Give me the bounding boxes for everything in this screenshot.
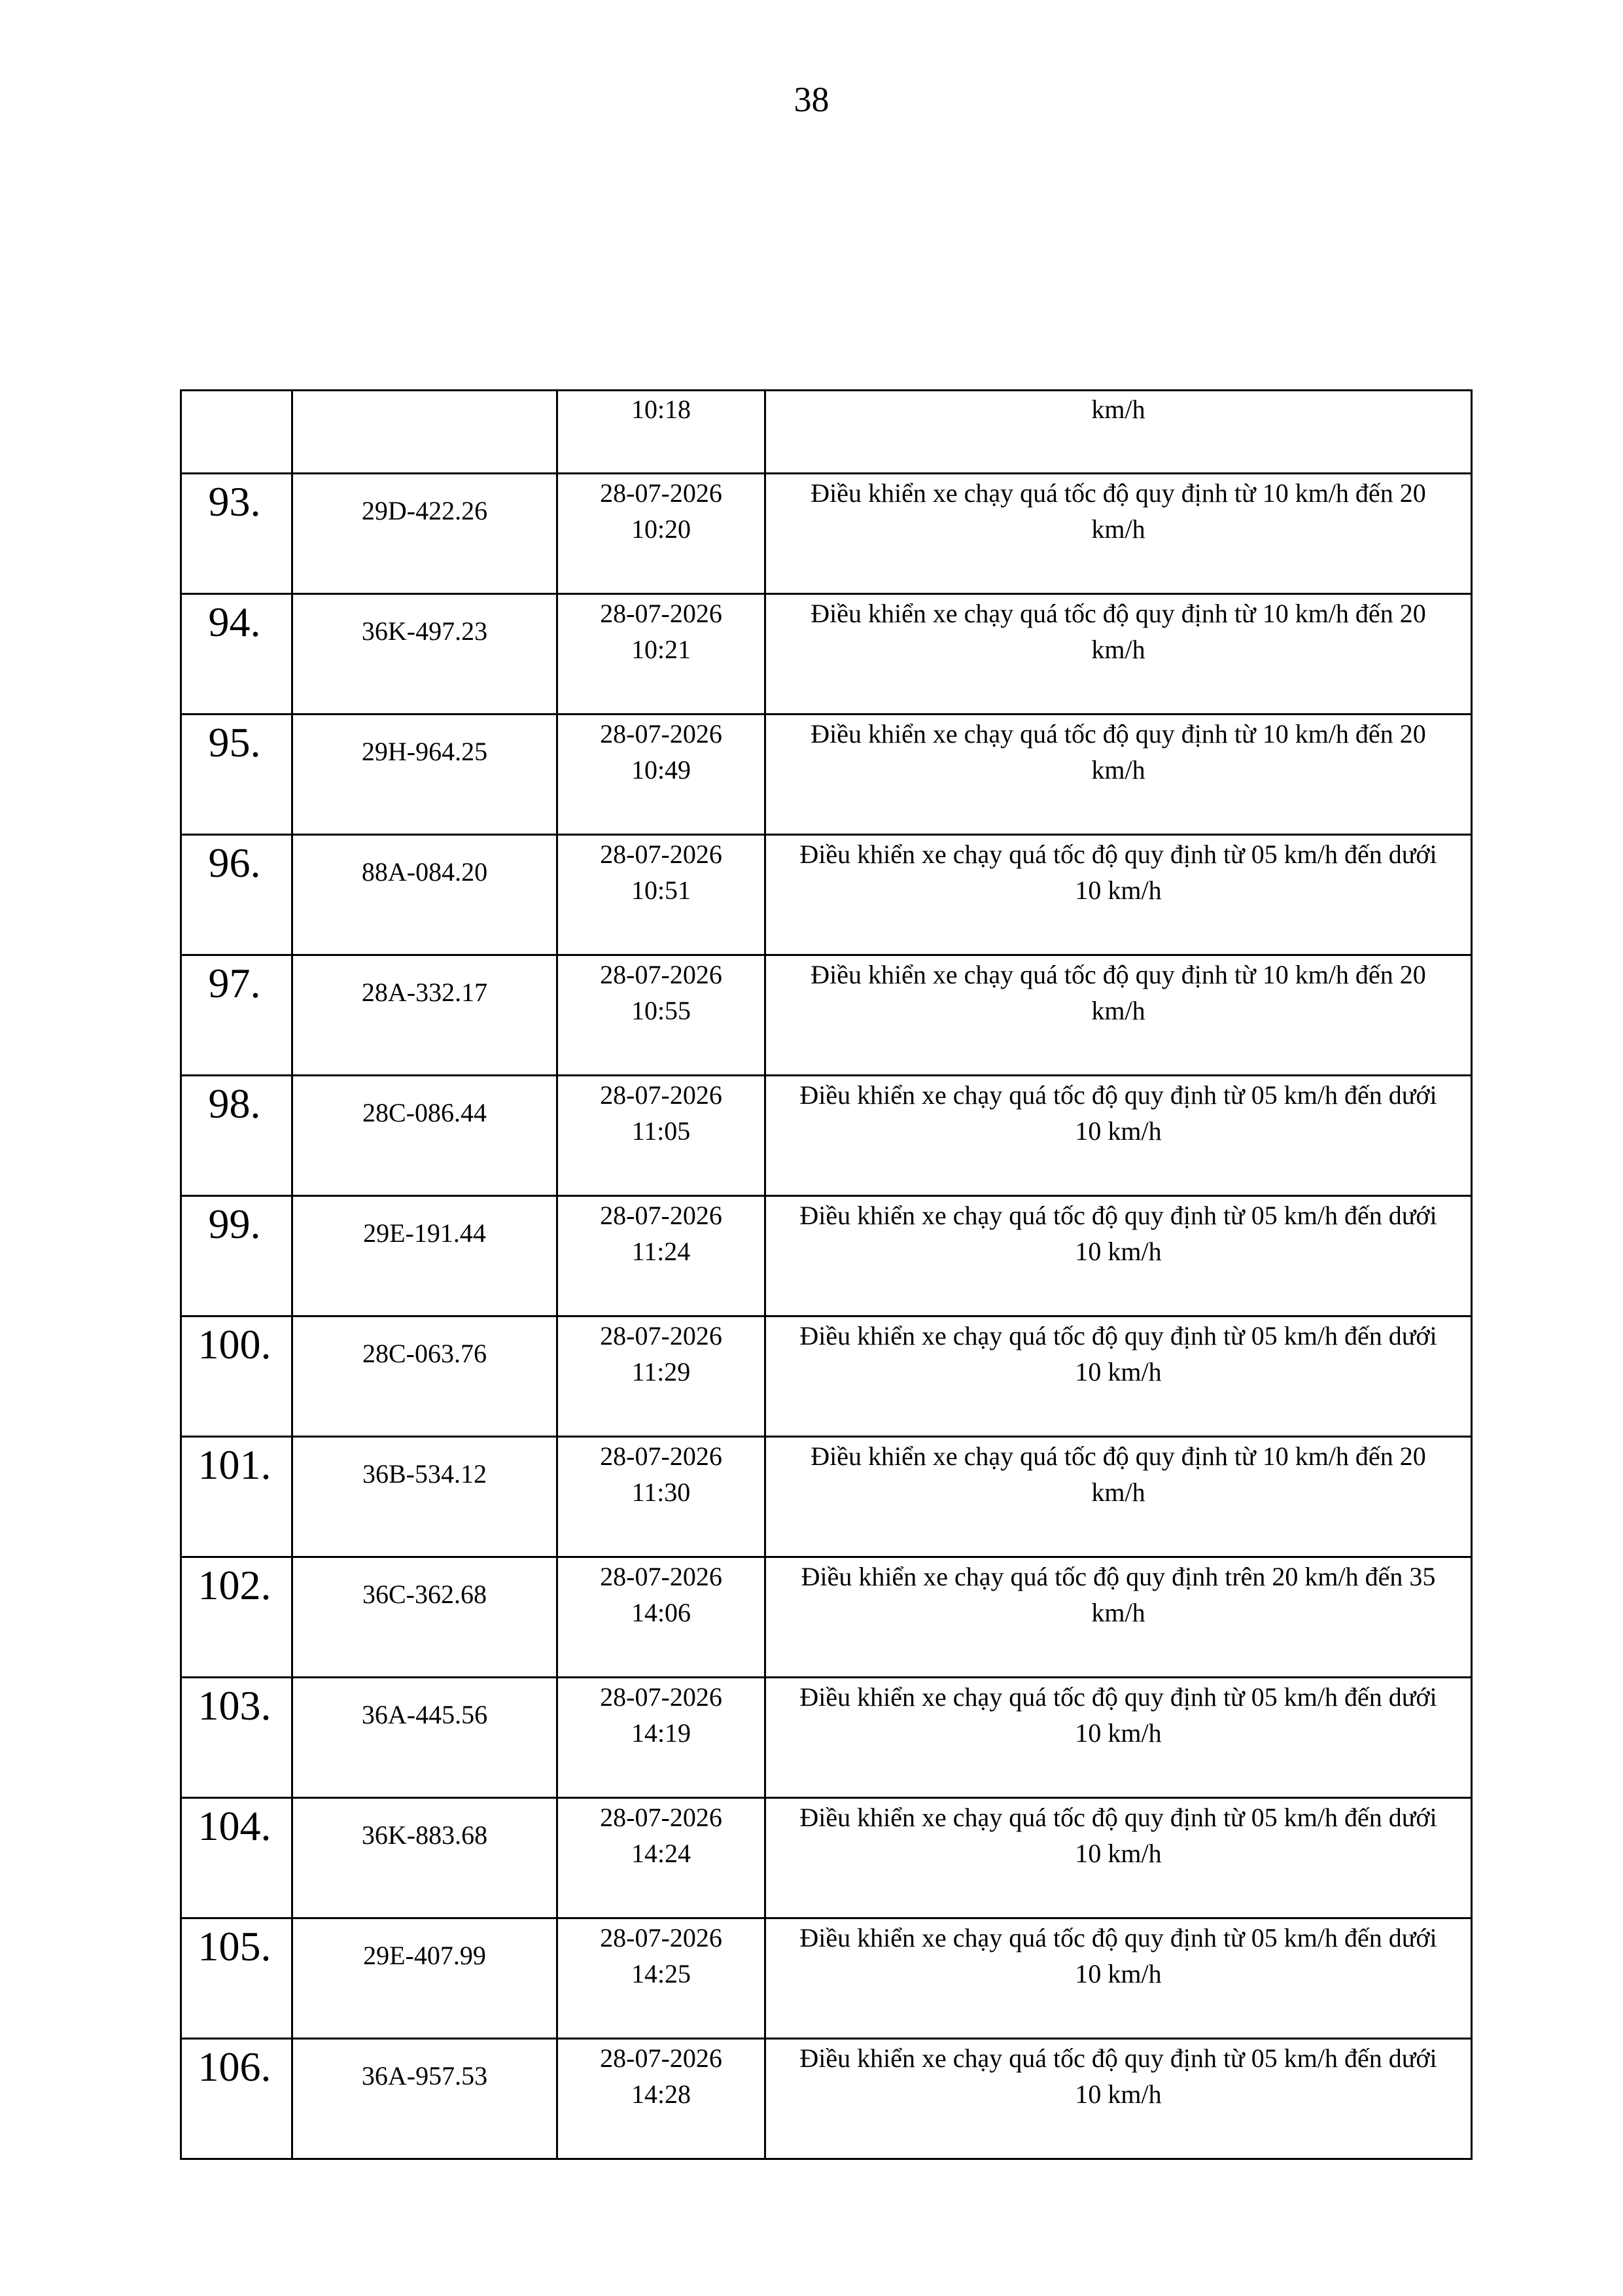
page-number: 38 bbox=[794, 80, 829, 119]
cell-date: 28-07-2026 bbox=[600, 960, 722, 989]
cell-datetime bbox=[557, 955, 765, 1076]
cell-datetime bbox=[557, 1437, 765, 1557]
description-line-2: km/h bbox=[1091, 755, 1145, 785]
description-line-2: 10 km/h bbox=[1075, 1959, 1162, 1988]
table-row bbox=[181, 474, 1472, 594]
description-line-2: 10 km/h bbox=[1075, 1116, 1162, 1146]
cell-no: 99. bbox=[181, 1196, 292, 1316]
cell-description bbox=[765, 2039, 1472, 2159]
table-row bbox=[181, 1678, 1472, 1798]
cell-plate bbox=[292, 391, 557, 474]
cell-time: 11:30 bbox=[631, 1477, 691, 1507]
description-line-2: 10 km/h bbox=[1075, 2079, 1162, 2109]
cell-description bbox=[765, 1437, 1472, 1557]
table-row bbox=[181, 1316, 1472, 1437]
cell-datetime bbox=[557, 1678, 765, 1798]
cell-date: 28-07-2026 bbox=[600, 1321, 722, 1351]
cell-date: 28-07-2026 bbox=[600, 1201, 722, 1230]
table-row-continued bbox=[181, 391, 1472, 474]
description-line-1: Điều khiển xe chạy quá tốc độ quy định từ 05 km/h đến dưới bbox=[799, 2043, 1437, 2073]
cell-no: 101. bbox=[181, 1437, 292, 1557]
cell-plate: 36A-445.56 bbox=[292, 1678, 557, 1798]
cell-plate: 28C-063.76 bbox=[292, 1316, 557, 1437]
cell-no: 94. bbox=[181, 594, 292, 715]
description-line-1: Điều khiển xe chạy quá tốc độ quy định từ 05 km/h đến dưới bbox=[799, 839, 1437, 869]
table-row bbox=[181, 1918, 1472, 2039]
cell-time: 10:51 bbox=[631, 875, 691, 905]
cell-time: 14:19 bbox=[631, 1718, 691, 1748]
description-line-2: 10 km/h bbox=[1075, 1839, 1162, 1868]
cell-plate: 88A-084.20 bbox=[292, 835, 557, 955]
cell-no: 104. bbox=[181, 1798, 292, 1918]
cell-date: 28-07-2026 bbox=[600, 1923, 722, 1952]
description-line-1: Điều khiển xe chạy quá tốc độ quy định từ 10 km/h đến 20 bbox=[811, 599, 1426, 628]
cell-time: 14:25 bbox=[631, 1959, 691, 1988]
cell-datetime bbox=[557, 715, 765, 835]
cell-datetime bbox=[557, 2039, 765, 2159]
table-row bbox=[181, 955, 1472, 1076]
cell-description bbox=[765, 474, 1472, 594]
cell-no: 98. bbox=[181, 1076, 292, 1196]
cell-no bbox=[181, 391, 292, 474]
description-line-2: 10 km/h bbox=[1075, 1237, 1162, 1266]
cell-time: 14:24 bbox=[631, 1839, 691, 1868]
cell-time: 10:21 bbox=[631, 635, 691, 664]
table-row bbox=[181, 594, 1472, 715]
description-line-2: 10 km/h bbox=[1075, 875, 1162, 905]
cell-description bbox=[765, 955, 1472, 1076]
description-line-1: Điều khiển xe chạy quá tốc độ quy định từ 10 km/h đến 20 bbox=[811, 719, 1426, 749]
cell-date: 28-07-2026 bbox=[600, 478, 722, 508]
cell-datetime bbox=[557, 835, 765, 955]
cell-description: km/h bbox=[765, 391, 1472, 474]
cell-plate: 36K-883.68 bbox=[292, 1798, 557, 1918]
description-line-1: Điều khiển xe chạy quá tốc độ quy định từ 05 km/h đến dưới bbox=[799, 1321, 1437, 1351]
cell-datetime bbox=[557, 1918, 765, 2039]
violations-table-body bbox=[181, 391, 1472, 2159]
cell-no: 95. bbox=[181, 715, 292, 835]
table-row bbox=[181, 835, 1472, 955]
description-line-2: km/h bbox=[1091, 1477, 1145, 1507]
cell-datetime bbox=[557, 1196, 765, 1316]
cell-description bbox=[765, 835, 1472, 955]
cell-time: 10:49 bbox=[631, 755, 691, 785]
cell-no: 106. bbox=[181, 2039, 292, 2159]
cell-plate: 29H-964.25 bbox=[292, 715, 557, 835]
table-row bbox=[181, 1076, 1472, 1196]
cell-date: 28-07-2026 bbox=[600, 1080, 722, 1110]
cell-datetime bbox=[557, 1557, 765, 1678]
cell-no: 103. bbox=[181, 1678, 292, 1798]
cell-date: 28-07-2026 bbox=[600, 1803, 722, 1832]
cell-datetime bbox=[557, 474, 765, 594]
description-line-1: Điều khiển xe chạy quá tốc độ quy định từ 05 km/h đến dưới bbox=[799, 1923, 1437, 1952]
cell-datetime bbox=[557, 1076, 765, 1196]
cell-plate: 28C-086.44 bbox=[292, 1076, 557, 1196]
description-line-2: 10 km/h bbox=[1075, 1357, 1162, 1386]
cell-plate: 29E-191.44 bbox=[292, 1196, 557, 1316]
cell-datetime bbox=[557, 1316, 765, 1437]
cell-no: 105. bbox=[181, 1918, 292, 2039]
cell-description bbox=[765, 715, 1472, 835]
cell-datetime bbox=[557, 1798, 765, 1918]
cell-time: 10:20 bbox=[631, 514, 691, 544]
cell-no: 93. bbox=[181, 474, 292, 594]
cell-no: 96. bbox=[181, 835, 292, 955]
cell-plate: 36K-497.23 bbox=[292, 594, 557, 715]
cell-no: 100. bbox=[181, 1316, 292, 1437]
cell-no: 102. bbox=[181, 1557, 292, 1678]
description-line-2: km/h bbox=[1091, 996, 1145, 1025]
cell-time: 14:06 bbox=[631, 1598, 691, 1627]
cell-time: 10:55 bbox=[631, 996, 691, 1025]
description-line-1: Điều khiển xe chạy quá tốc độ quy định từ 05 km/h đến dưới bbox=[799, 1803, 1437, 1832]
cell-time: 14:28 bbox=[631, 2079, 691, 2109]
description-line-1: Điều khiển xe chạy quá tốc độ quy định từ 10 km/h đến 20 bbox=[811, 1441, 1426, 1471]
cell-plate: 36A-957.53 bbox=[292, 2039, 557, 2159]
cell-time: 11:24 bbox=[631, 1237, 691, 1266]
cell-description bbox=[765, 1918, 1472, 2039]
description-line-1: Điều khiển xe chạy quá tốc độ quy định từ 10 km/h đến 20 bbox=[811, 960, 1426, 989]
description-line-1: Điều khiển xe chạy quá tốc độ quy định từ 05 km/h đến dưới bbox=[799, 1682, 1437, 1712]
cell-date: 28-07-2026 bbox=[600, 599, 722, 628]
cell-date: 28-07-2026 bbox=[600, 1562, 722, 1591]
description-line-2: 10 km/h bbox=[1075, 1718, 1162, 1748]
cell-no: 97. bbox=[181, 955, 292, 1076]
cell-date: 28-07-2026 bbox=[600, 2043, 722, 2073]
cell-date: 28-07-2026 bbox=[600, 1441, 722, 1471]
cell-time: 11:29 bbox=[631, 1357, 691, 1386]
description-line-1: Điều khiển xe chạy quá tốc độ quy định từ 05 km/h đến dưới bbox=[799, 1080, 1437, 1110]
description-line-2: km/h bbox=[1091, 1598, 1145, 1627]
cell-plate: 36C-362.68 bbox=[292, 1557, 557, 1678]
table-row bbox=[181, 1437, 1472, 1557]
table-row bbox=[181, 2039, 1472, 2159]
table-row bbox=[181, 1196, 1472, 1316]
description-line-2: km/h bbox=[1091, 514, 1145, 544]
cell-description bbox=[765, 594, 1472, 715]
cell-description bbox=[765, 1076, 1472, 1196]
description-line-1: Điều khiển xe chạy quá tốc độ quy định trên 20 km/h đến 35 bbox=[801, 1562, 1436, 1591]
description-line-1: Điều khiển xe chạy quá tốc độ quy định từ 10 km/h đến 20 bbox=[811, 478, 1426, 508]
cell-time: 11:05 bbox=[631, 1116, 691, 1146]
cell-description bbox=[765, 1196, 1472, 1316]
cell-date: 28-07-2026 bbox=[600, 839, 722, 869]
table-row bbox=[181, 1798, 1472, 1918]
cell-date: 28-07-2026 bbox=[600, 719, 722, 749]
table-row bbox=[181, 1557, 1472, 1678]
cell-description bbox=[765, 1798, 1472, 1918]
cell-description bbox=[765, 1557, 1472, 1678]
cell-plate: 28A-332.17 bbox=[292, 955, 557, 1076]
cell-description bbox=[765, 1678, 1472, 1798]
cell-plate: 36B-534.12 bbox=[292, 1437, 557, 1557]
description-line-2: km/h bbox=[1091, 635, 1145, 664]
cell-plate: 29E-407.99 bbox=[292, 1918, 557, 2039]
violations-table bbox=[180, 389, 1473, 2160]
table-row bbox=[181, 715, 1472, 835]
cell-datetime bbox=[557, 594, 765, 715]
cell-description bbox=[765, 1316, 1472, 1437]
description-line-1: Điều khiển xe chạy quá tốc độ quy định từ 05 km/h đến dưới bbox=[799, 1201, 1437, 1230]
cell-plate: 29D-422.26 bbox=[292, 474, 557, 594]
cell-date: 28-07-2026 bbox=[600, 1682, 722, 1712]
cell-time: 10:18 bbox=[557, 391, 765, 474]
